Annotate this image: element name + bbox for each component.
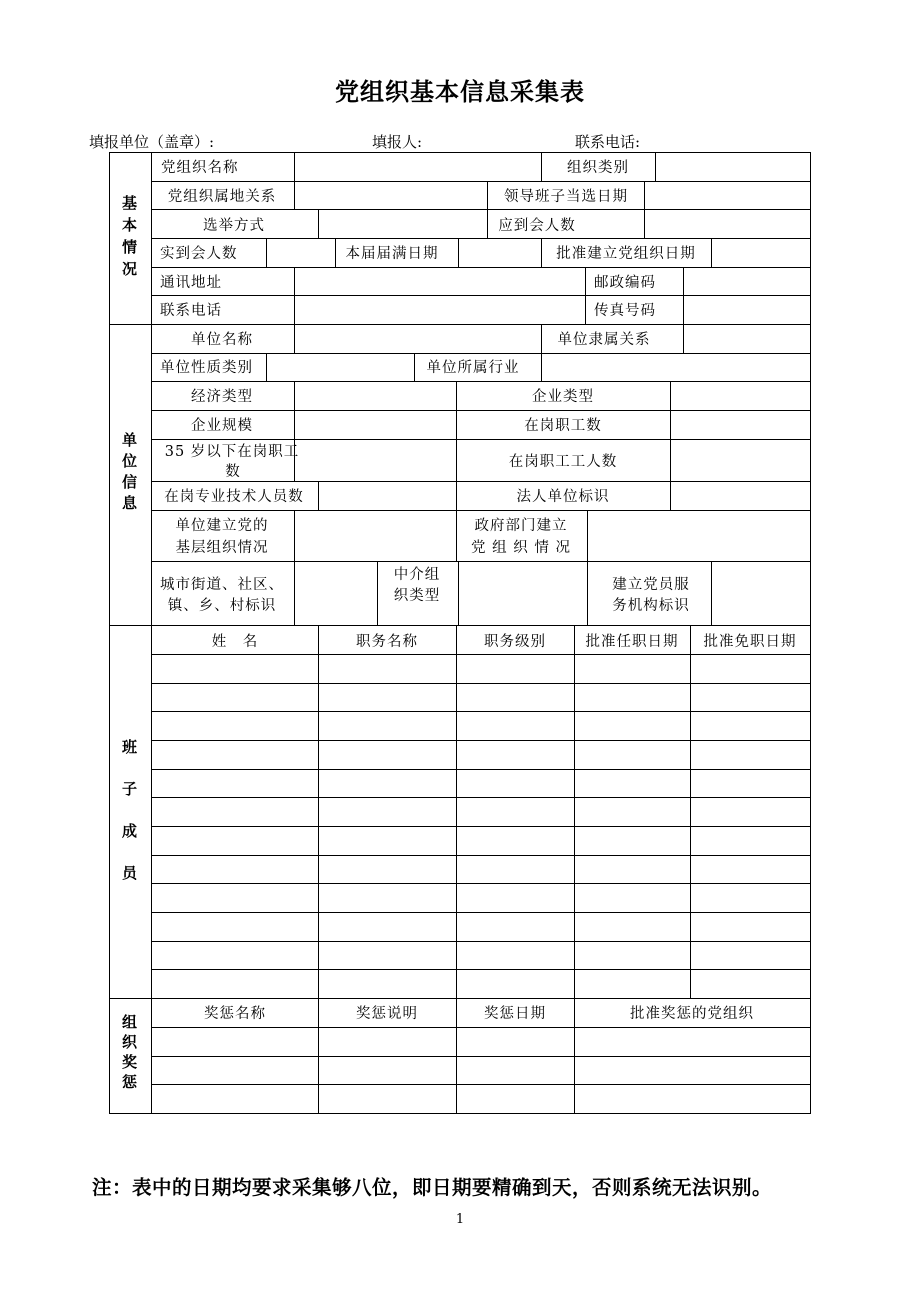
section-label-members: 班子成员 xyxy=(121,738,139,882)
label-territorial: 党组织属地关系 xyxy=(167,189,277,205)
label-unit-name: 单位名称 xyxy=(191,332,253,348)
awards-header-name: 奖惩名称 xyxy=(204,1006,266,1022)
label-term-end: 本届届满日期 xyxy=(345,246,439,262)
reporter-label: 填报人: xyxy=(372,133,423,151)
section-label-basic: 基本情况 xyxy=(121,194,139,278)
label-org-type: 组织类别 xyxy=(567,160,629,176)
section-label-awards: 组织奖惩 xyxy=(121,1013,139,1091)
page-title: 党组织基本信息采集表 xyxy=(335,77,585,106)
label-grassroots-line1: 单位建立党的 xyxy=(175,518,269,534)
section-label-unit-info: 单位信息 xyxy=(121,431,139,512)
members-header-name: 姓 名 xyxy=(211,634,259,650)
label-gov-line2: 党 组 织 情 况 xyxy=(471,540,571,556)
label-street-line1: 城市街道、社区、 xyxy=(160,577,284,593)
label-postcode: 邮政编码 xyxy=(594,275,656,291)
label-expected-attendance: 应到会人数 xyxy=(498,218,576,234)
label-service-line1: 建立党员服 xyxy=(612,577,690,593)
label-workers: 在岗职工工人数 xyxy=(508,454,618,470)
label-election-method: 选举方式 xyxy=(203,218,265,234)
footnote: 注：表中的日期均要求采集够八位，即日期要精确到天，否则系统无法识别。 xyxy=(92,1176,773,1199)
label-unit-nature: 单位性质类别 xyxy=(160,360,253,376)
label-unit-affiliation: 单位隶属关系 xyxy=(557,332,651,348)
reporting-unit-label: 填报单位（盖章）: xyxy=(89,133,215,151)
label-legal-entity: 法人单位标识 xyxy=(516,489,610,505)
label-approve-date: 批准建立党组织日期 xyxy=(556,246,696,262)
page-number: 1 xyxy=(455,1212,465,1227)
label-unit-industry: 单位所属行业 xyxy=(426,360,520,376)
label-enterprise-scale: 企业规模 xyxy=(191,418,253,434)
label-employees: 在岗职工数 xyxy=(524,418,602,434)
label-address: 通讯地址 xyxy=(160,275,222,291)
members-header-appoint-date: 批准任职日期 xyxy=(585,634,679,650)
label-enterprise-type: 企业类型 xyxy=(532,389,594,405)
members-header-title: 职务名称 xyxy=(356,634,418,650)
label-gov-line1: 政府部门建立 xyxy=(474,518,568,534)
awards-header-date: 奖惩日期 xyxy=(484,1006,546,1022)
label-phone: 联系电话 xyxy=(160,303,222,319)
label-tech-staff: 在岗专业技术人员数 xyxy=(164,489,304,505)
label-leader-date: 领导班子当选日期 xyxy=(504,189,628,205)
contact-phone-label: 联系电话: xyxy=(575,133,641,151)
awards-header-approving-org: 批准奖惩的党组织 xyxy=(630,1006,754,1022)
label-agency-line1: 中介组 xyxy=(393,567,441,583)
label-agency-line2: 织类型 xyxy=(393,588,441,604)
label-under35-line2: 数 xyxy=(225,464,241,480)
members-header-level: 职务级别 xyxy=(484,634,546,650)
label-org-name: 党组织名称 xyxy=(161,160,239,176)
label-service-line2: 务机构标识 xyxy=(612,598,690,614)
label-grassroots-line2: 基层组织情况 xyxy=(175,540,269,556)
label-under35-line1: 35 岁以下在岗职工 xyxy=(164,444,300,460)
label-street-line2: 镇、乡、村标识 xyxy=(167,598,277,614)
label-economy-type: 经济类型 xyxy=(191,389,253,405)
label-actual-attendance: 实到会人数 xyxy=(160,246,238,262)
awards-header-description: 奖惩说明 xyxy=(356,1006,418,1022)
label-fax: 传真号码 xyxy=(594,303,656,319)
members-header-dismiss-date: 批准免职日期 xyxy=(703,634,797,650)
